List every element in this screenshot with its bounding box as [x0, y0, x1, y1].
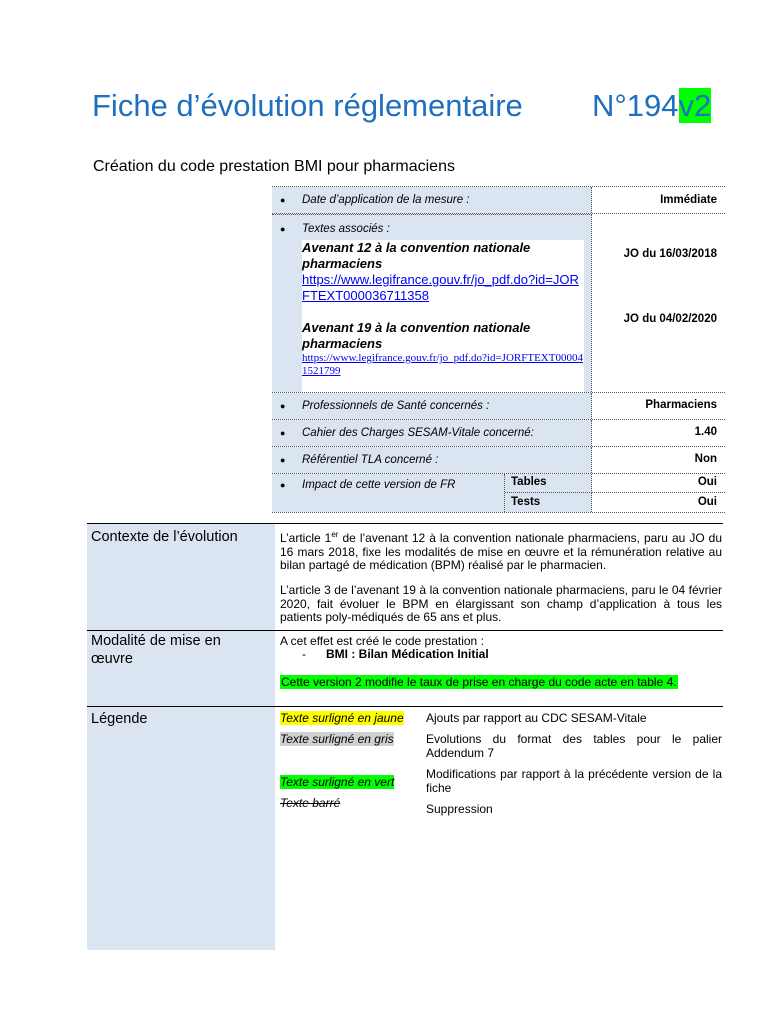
- tests-label-cell: [505, 493, 592, 512]
- contexte-p1-sup: er: [331, 530, 339, 539]
- contexte-p1-rest: de l’avenant 12 à la convention nationale pharmaciens, paru au JO du 16 mars 2018, fixe les modalités de mise en œuvre et la rémunération relative au bilan partagé de médication (BPM) réalisé par le pharmacien.: [280, 531, 722, 572]
- tests-value: Oui: [697, 496, 717, 508]
- legend-label-gray: Texte surligné en gris: [280, 732, 394, 746]
- subtitle: Création du code prestation BMI pour pharmaciens: [93, 158, 455, 175]
- textes-label: Textes associés :: [302, 223, 390, 235]
- impact-label-cell: [272, 474, 505, 512]
- modalite-dash: -: [302, 647, 306, 661]
- bullet: ●: [280, 428, 286, 438]
- tables-label: Tables: [511, 476, 547, 488]
- legend-label-strike: Texte barré: [280, 796, 341, 810]
- bullet: ●: [280, 455, 286, 465]
- tests-value-cell: [592, 493, 725, 512]
- date-label: Date d’application de la mesure :: [302, 194, 470, 206]
- modalite-note: Cette version 2 modifie le taux de prise en charge du code acte en table 4.: [281, 675, 677, 689]
- row-pro-label-cell: [272, 393, 592, 419]
- row-cahier-label-cell: [272, 420, 592, 446]
- legend-label-green: Texte surligné en vert: [280, 775, 395, 789]
- legende-heading: Légende: [91, 711, 148, 727]
- legend-desc-strike: Suppression: [426, 802, 493, 816]
- title-number-text: N°194: [592, 88, 679, 123]
- legend-desc-yellow: Ajouts par rapport au CDC SESAM-Vitale: [426, 711, 647, 725]
- row-date: [272, 187, 725, 214]
- row-tla: [272, 447, 725, 474]
- row-impact: [272, 474, 725, 513]
- avenant12-title: Avenant 12 à la convention nationale pharmaciens: [302, 240, 531, 271]
- title-number: [592, 84, 711, 128]
- bullet: ●: [280, 480, 286, 490]
- cahier-value: 1.40: [694, 426, 717, 438]
- section-divider: [87, 706, 723, 707]
- modalite-heading-line1: Modalité de mise en: [91, 633, 221, 649]
- tables-label-cell: [505, 474, 592, 493]
- legend-label-yellow: Texte surligné en jaune: [280, 711, 404, 725]
- tests-label: Tests: [511, 496, 541, 508]
- pro-label: Professionnels de Santé concernés :: [302, 400, 490, 412]
- section-headings-column: [87, 524, 275, 950]
- modalite-heading-line2: œuvre: [91, 651, 133, 667]
- avenant19-title: Avenant 19 à la convention nationale pharmaciens: [302, 320, 531, 351]
- row-cahier-value-cell: [592, 420, 725, 446]
- avenant12-link[interactable]: https://www.legifrance.gouv.fr/jo_pdf.do?id=JORFTEXT000036711358: [302, 272, 579, 303]
- pro-value: Pharmaciens: [645, 399, 717, 411]
- bullet: ●: [280, 224, 286, 234]
- row-pro-value-cell: [592, 393, 725, 419]
- info-table: [272, 186, 725, 513]
- modalite-intro: A cet effet est créé le code prestation :: [280, 634, 484, 648]
- legend-desc-gray: Evolutions du format des tables pour le palier Addendum 7: [426, 732, 722, 760]
- legend-desc-green: Modifications par rapport à la précédente version de la fiche: [426, 767, 722, 795]
- title-main: Fiche d’évolution réglementaire: [92, 88, 523, 123]
- avenant12-jo: JO du 16/03/2018: [623, 248, 717, 260]
- tla-label: Référentiel TLA concerné :: [302, 454, 439, 466]
- row-tla-value-cell: [592, 447, 725, 473]
- row-textes-value-cell: [592, 214, 725, 392]
- section-divider: [87, 523, 723, 524]
- row-tla-label-cell: [272, 447, 592, 473]
- bullet: ●: [280, 401, 286, 411]
- date-value: Immédiate: [660, 194, 717, 206]
- row-cahier: [272, 420, 725, 447]
- textes-content: [302, 240, 584, 392]
- contexte-heading: Contexte de l’évolution: [91, 529, 238, 545]
- contexte-paragraph-2: L’article 3 de l’avenant 19 à la convention nationale pharmaciens, paru le 04 février 2020, fait évoluer le BPM en élargissant son champ d’application à tous les patients poly-médiqués de 65 ans et plus.: [280, 583, 722, 624]
- contexte-p1-start: L’article 1: [280, 531, 332, 545]
- modalite-item: BMI : Bilan Médication Initial: [326, 647, 489, 661]
- page-title: [92, 84, 732, 128]
- title-version: v2: [678, 88, 712, 123]
- cahier-label: Cahier des Charges SESAM-Vitale concerné:: [302, 427, 534, 439]
- contexte-paragraph-1: [280, 528, 722, 573]
- row-date-value-cell: [592, 187, 725, 213]
- tables-value: Oui: [697, 476, 717, 488]
- impact-label: Impact de cette version de FR: [302, 479, 456, 491]
- avenant19-link[interactable]: https://www.legifrance.gouv.fr/jo_pdf.do?id=JORFTEXT000041521799: [302, 352, 583, 377]
- avenant19-jo: JO du 04/02/2020: [623, 313, 717, 325]
- row-pro: [272, 393, 725, 420]
- tables-value-cell: [592, 474, 725, 493]
- tla-value: Non: [694, 453, 717, 465]
- section-divider: [87, 630, 723, 631]
- row-date-label-cell: [272, 187, 592, 213]
- bullet: ●: [280, 195, 286, 205]
- row-textes: [272, 214, 725, 393]
- row-textes-label-cell: [272, 214, 592, 392]
